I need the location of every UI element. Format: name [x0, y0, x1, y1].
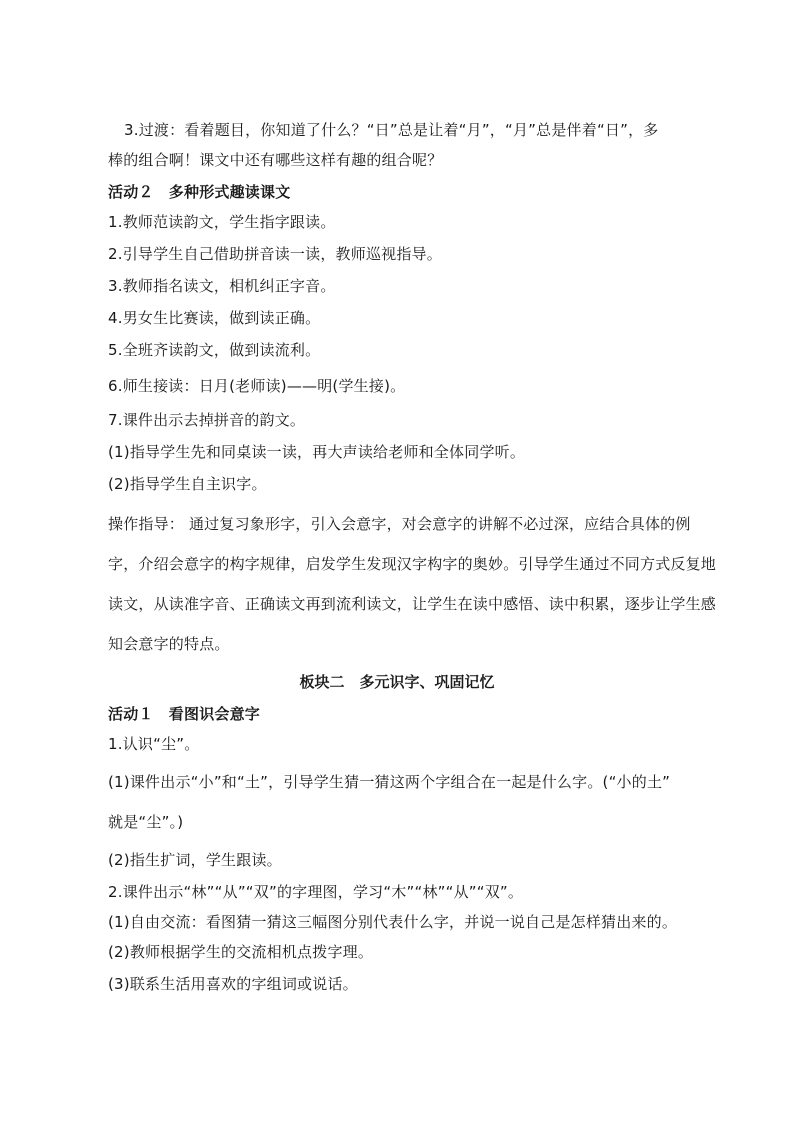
section2-item-1-sub-1-line-1: (1)课件出示“小”和“土”，引导学生猜一猜这两个字组合在一起是什么字。(“小的土”	[108, 773, 671, 791]
activity2-step-3: 3.教师指名读文，相机纠正字音。	[108, 277, 336, 295]
activity2-step-4: 4.男女生比赛读，做到读正确。	[108, 309, 321, 327]
activity2-step-7: 7.课件出示去掉拼音的韵文。	[108, 411, 306, 429]
section2-item-2: 2.课件出示“林”“从”“双”的字理图，学习“木”“林”“从”“双”。	[108, 883, 524, 901]
section2-item-1: 1.认识“尘”。	[108, 735, 200, 753]
section2-item-1-sub-1-line-2: 就是“尘”。)	[108, 813, 184, 831]
guidance-line-1: 操作指导： 通过复习象形字，引入会意字，对会意字的讲解不必过深，应结合具体的例	[108, 515, 691, 533]
section2-item-2-sub-2: (2)教师根据学生的交流相机点拨字理。	[108, 943, 374, 961]
section2-activity1-title: 活动１ 看图识会意字	[108, 705, 261, 723]
guidance-line-3: 读文，从读准字音、正确读文再到流利读文，让学生在读中感悟、读中积累，逐步让学生感	[108, 595, 717, 613]
section2-item-1-sub-2: (2)指生扩词，学生跟读。	[108, 851, 282, 869]
section2-item-2-sub-3: (3)联系生活用喜欢的字组词或说话。	[108, 975, 358, 993]
section2-item-2-sub-1: (1)自由交流：看图猜一猜这三幅图分别代表什么字，并说一说自己是怎样猜出来的。	[108, 913, 678, 931]
guidance-line-4: 知会意字的特点。	[108, 635, 230, 653]
activity2-substep-1: (1)指导学生先和同桌读一读，再大声读给老师和全体同学听。	[108, 443, 526, 461]
activity2-step-5: 5.全班齐读韵文，做到读流利。	[108, 341, 321, 359]
guidance-line-2: 字，介绍会意字的构字规律，启发学生发现汉字构字的奥妙。引导学生通过不同方式反复地	[108, 555, 717, 573]
section2-title: 板块二 多元识字、巩固记忆	[299, 673, 495, 691]
activity2-step-1: 1.教师范读韵文，学生指字跟读。	[108, 213, 336, 231]
activity2-step-6: 6.师生接读：日月(老师读)——明(学生接)。	[108, 377, 406, 395]
intro-line-2: 棒的组合啊！课文中还有哪些这样有趣的组合呢？	[108, 151, 443, 169]
activity2-step-2: 2.引导学生自己借助拼音读一读，教师巡视指导。	[108, 245, 442, 263]
intro-line-1: 3.过渡：看着题目，你知道了什么？“日”总是让着“月”，“月”总是伴着“日”，多	[124, 121, 659, 139]
activity2-substep-2: (2)指导学生自主识字。	[108, 475, 267, 493]
activity2-title: 活动２ 多种形式趣读课文	[108, 183, 291, 201]
